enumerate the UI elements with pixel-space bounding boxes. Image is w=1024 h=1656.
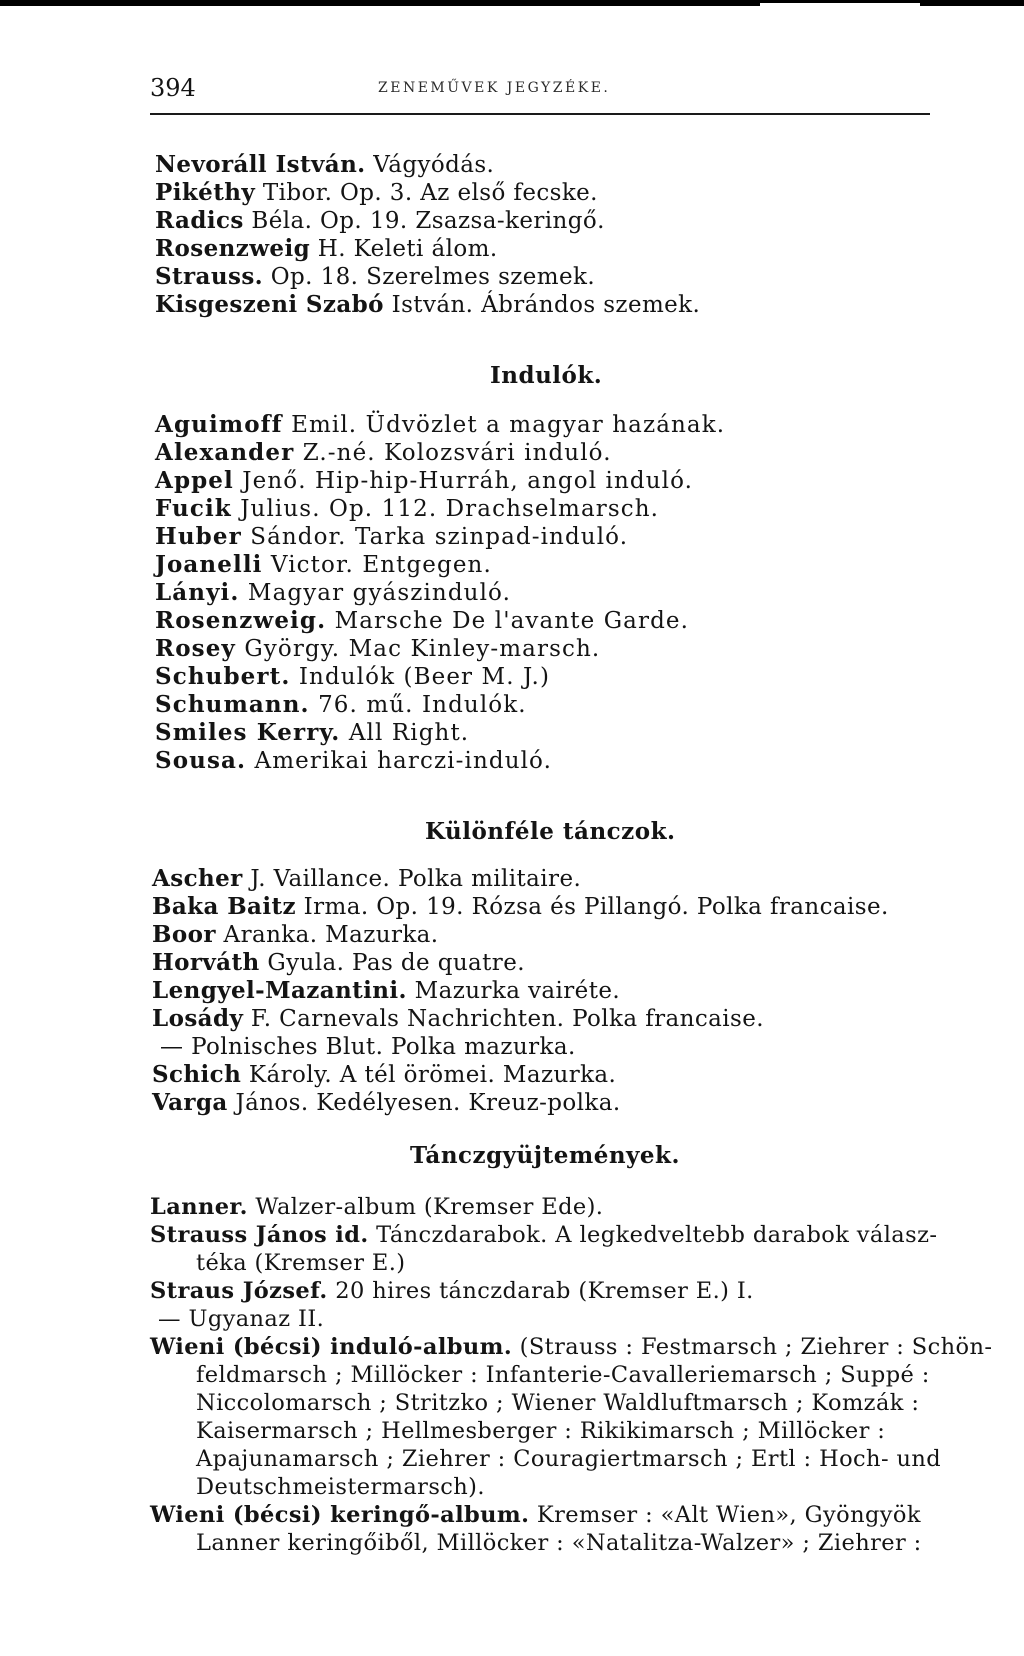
section-heading: Indulók.	[490, 362, 603, 389]
entry-line: Strauss. Op. 18. Szerelmes szemek.	[155, 263, 596, 290]
entry-line: Lanner. Walzer-album (Kremser Ede).	[150, 1194, 604, 1220]
scan-edge-gap	[760, 3, 920, 7]
section-heading: Különféle tánczok.	[425, 818, 676, 845]
entry-line: Deutschmeistermarsch).	[196, 1474, 485, 1500]
entry-line: Rosenzweig. Marsche De l'avante Garde.	[155, 607, 690, 634]
entry-line: Straus József. 20 hires tánczdarab (Kremser E.) I.	[150, 1278, 754, 1304]
entry-line: Varga János. Kedélyesen. Kreuz-polka.	[152, 1089, 621, 1116]
entry-line: Aguimoff Emil. Üdvözlet a magyar hazának.	[155, 411, 726, 438]
entry-line: Appel Jenő. Hip-hip-Hurráh, angol induló.	[155, 467, 694, 494]
entry-line: Nevoráll István. Vágyódás.	[155, 151, 495, 178]
entry-line: Joanelli Victor. Entgegen.	[155, 551, 492, 578]
entry-line: feldmarsch ; Millöcker : Infanterie-Cavalleriemarsch ; Suppé :	[196, 1362, 930, 1388]
entry-line: Fucik Julius. Op. 112. Drachselmarsch.	[155, 495, 660, 522]
entry-line: Pikéthy Tibor. Op. 3. Az első fecske.	[155, 179, 598, 206]
entry-line: Kaisermarsch ; Hellmesberger : Rikikimarsch ; Millöcker :	[196, 1418, 886, 1444]
entry-line: Niccolomarsch ; Stritzko ; Wiener Waldluftmarsch ; Komzák :	[196, 1390, 920, 1416]
entry-line: Lanner keringőiből, Millöcker : «Natalitza-Walzer» ; Ziehrer :	[196, 1530, 922, 1556]
entry-line: Ascher J. Vaillance. Polka militaire.	[152, 865, 582, 892]
entry-line: Radics Béla. Op. 19. Zsazsa-keringő.	[155, 207, 605, 234]
entry-line: — Polnisches Blut. Polka mazurka.	[160, 1034, 576, 1060]
entry-line: Strauss János id. Tánczdarabok. A legkedveltebb darabok válasz-	[150, 1222, 938, 1248]
header-rule	[150, 113, 930, 115]
entry-line: téka (Kremser E.)	[196, 1250, 406, 1276]
entry-line: — Ugyanaz II.	[158, 1306, 325, 1332]
page-number: 394	[150, 74, 196, 102]
entry-line: Smiles Kerry. All Right.	[155, 719, 470, 746]
entry-line: Huber Sándor. Tarka szinpad-induló.	[155, 523, 629, 550]
entry-line: Baka Baitz Irma. Op. 19. Rózsa és Pillangó. Polka francaise.	[152, 893, 889, 920]
entry-line: Schubert. Indulók (Beer M. J.)	[155, 663, 551, 690]
section-heading: Tánczgyüjtemények.	[410, 1142, 680, 1169]
entry-line: Schumann. 76. mű. Indulók.	[155, 691, 527, 718]
entry-line: Losády F. Carnevals Nachrichten. Polka francaise.	[152, 1005, 764, 1032]
entry-line: Apajunamarsch ; Ziehrer : Couragiertmarsch ; Ertl : Hoch- und	[196, 1446, 942, 1472]
entry-line: Alexander Z.-né. Kolozsvári induló.	[155, 439, 612, 466]
entry-line: Lengyel-Mazantini. Mazurka vairéte.	[152, 977, 621, 1004]
running-title: ZENEMŰVEK JEGYZÉKE.	[378, 80, 611, 96]
entry-line: Schich Károly. A tél örömei. Mazurka.	[152, 1061, 617, 1088]
entry-line: Rosey György. Mac Kinley-marsch.	[155, 635, 601, 662]
entry-line: Sousa. Amerikai harczi-induló.	[155, 747, 553, 774]
entry-line: Wieni (bécsi) keringő-album. Kremser : «Alt Wien», Gyöngyök	[150, 1502, 921, 1528]
entry-line: Rosenzweig H. Keleti álom.	[155, 235, 498, 262]
entry-line: Wieni (bécsi) induló-album. (Strauss : Festmarsch ; Ziehrer : Schön-	[150, 1334, 993, 1360]
entry-line: Boor Aranka. Mazurka.	[152, 921, 439, 948]
entry-line: Lányi. Magyar gyászinduló.	[155, 579, 511, 606]
entry-line: Horváth Gyula. Pas de quatre.	[152, 949, 525, 976]
entry-line: Kisgeszeni Szabó István. Ábrándos szemek.	[155, 291, 701, 318]
